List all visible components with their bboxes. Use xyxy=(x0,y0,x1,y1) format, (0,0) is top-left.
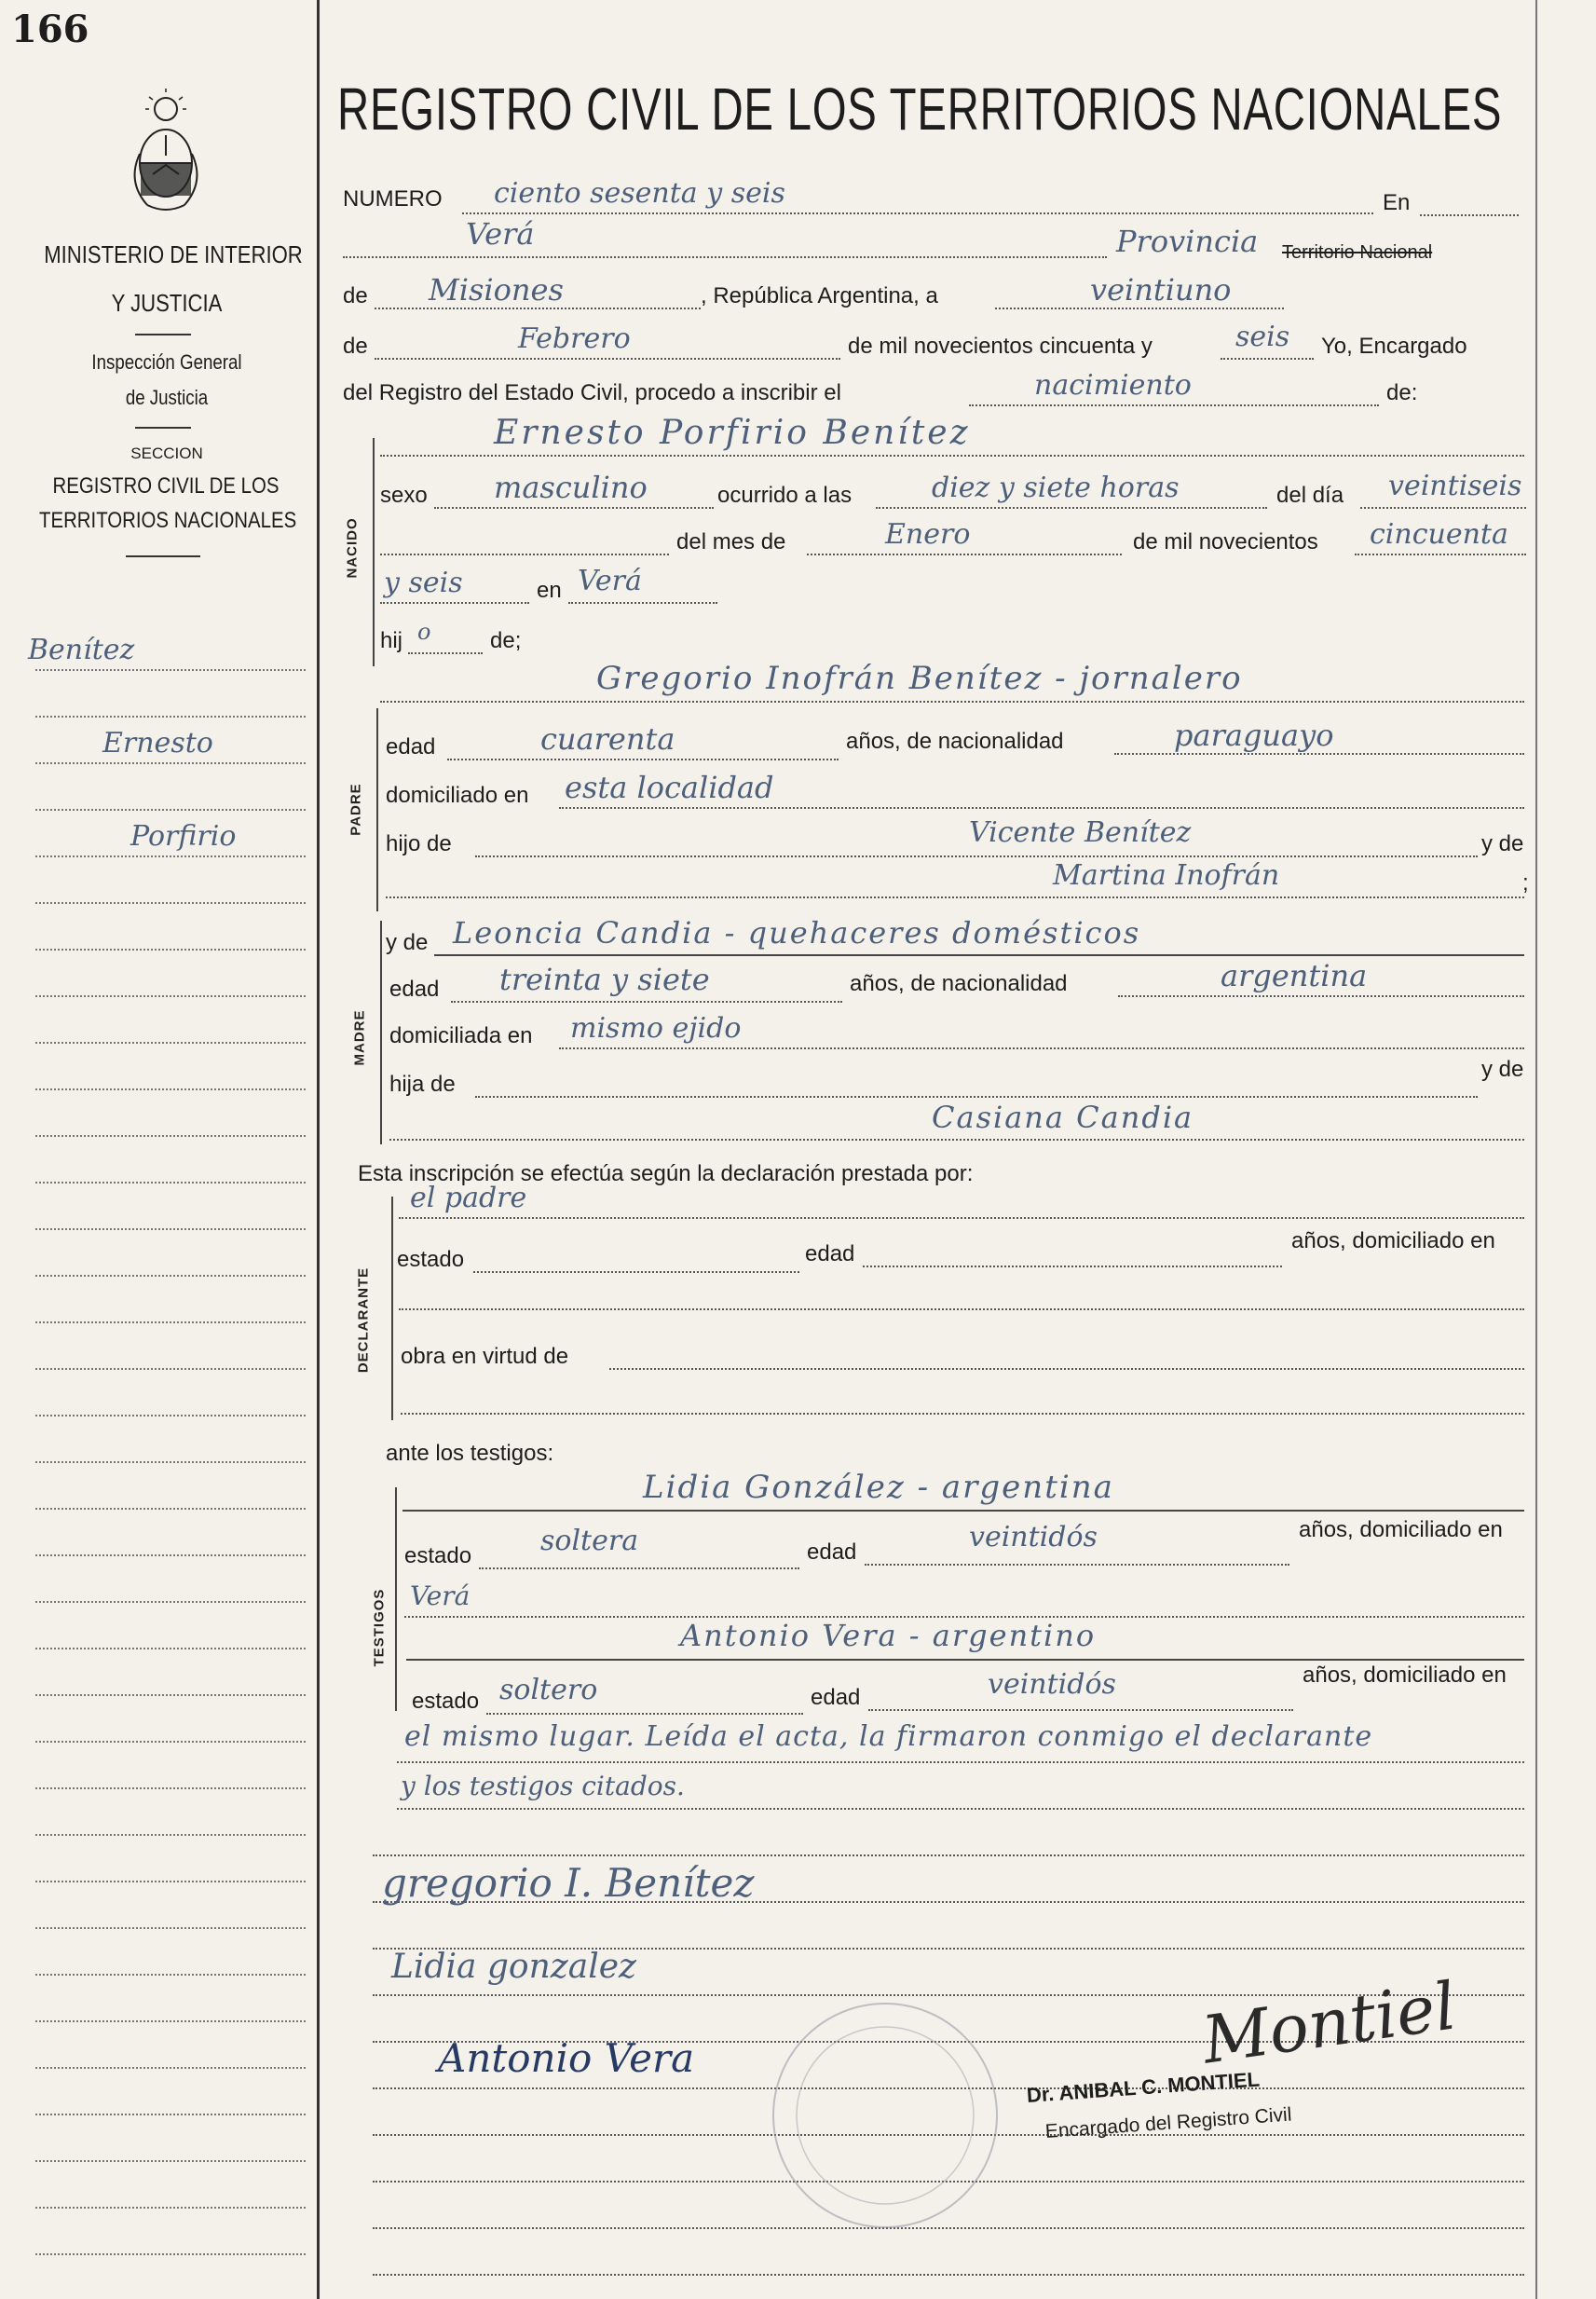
page-number: 166 xyxy=(11,7,89,51)
label-de-1: de xyxy=(343,283,368,308)
label-yo-encargado: Yo, Encargado xyxy=(1321,334,1467,359)
value-madre-nombre: Leoncia Candia - quehaceres domésticos xyxy=(453,915,1141,951)
label-madre-nac: años, de nacionalidad xyxy=(850,971,1068,996)
value-dia-nac: veintiseis xyxy=(1388,470,1522,502)
value-anio-nac-a: cincuenta xyxy=(1370,518,1508,551)
label-registro: del Registro del Estado Civil, procedo a inscribir el xyxy=(343,380,841,405)
label-madre-edad: edad xyxy=(389,977,440,1002)
label-testigo1-edad: edad xyxy=(807,1540,857,1565)
official-name: Dr. ANIBAL C. MONTIEL xyxy=(1026,2067,1261,2107)
ministry-line1: MINISTERIO DE INTERIOR xyxy=(44,240,303,268)
label-de-mil: de mil novecientos cincuenta y xyxy=(848,334,1153,359)
label-hija-de: hija de xyxy=(389,1072,456,1097)
official-seal-stamp xyxy=(764,1994,1006,2237)
label-provincia: Provincia xyxy=(1116,224,1259,259)
value-padre-padre: Vicente Benítez xyxy=(969,816,1192,849)
label-y-de-madre: y de xyxy=(386,930,429,955)
inspection-line2: de Justicia xyxy=(125,386,209,409)
label-testigo1-estado: estado xyxy=(404,1543,472,1568)
label-sexo: sexo xyxy=(380,483,428,508)
value-madre-nac: argentina xyxy=(1221,958,1368,993)
section-line2: TERRITORIOS NACIONALES xyxy=(39,508,297,533)
label-declarante-anos: años, domiciliado en xyxy=(1291,1228,1495,1253)
value-cierre1: el mismo lugar. Leída el acta, la firmaron conmigo el declarante xyxy=(404,1720,1373,1753)
label-de-2: de xyxy=(343,334,368,359)
label-padre-edad: edad xyxy=(386,734,436,759)
label-de-colon: de: xyxy=(1386,380,1418,405)
value-lugar: Verá xyxy=(466,216,535,252)
section-label: SECCION xyxy=(130,445,203,462)
label-madre-dom: domiciliada en xyxy=(389,1023,533,1048)
label-hij: hij xyxy=(380,628,403,653)
value-hij: o xyxy=(417,619,431,645)
label-de-mil-nov: de mil novecientos xyxy=(1133,529,1318,554)
bracket-madre xyxy=(380,921,382,1144)
value-padre-nac: paraguayo xyxy=(1174,718,1334,753)
value-anio: seis xyxy=(1235,321,1290,353)
label-en-nac: en xyxy=(537,578,562,603)
value-sexo: masculino xyxy=(494,470,648,505)
label-declarante-edad: edad xyxy=(805,1241,855,1266)
label-padre-nac: años, de nacionalidad xyxy=(846,729,1064,754)
label-inscripcion: Esta inscripción se efectúa según la declaración prestada por: xyxy=(358,1161,974,1186)
label-y-de-1: y de xyxy=(1481,831,1524,856)
value-testigo1: Lidia González - argentina xyxy=(643,1469,1114,1506)
value-declarante: el padre xyxy=(410,1182,527,1214)
label-semicolon: ; xyxy=(1522,870,1529,896)
signature-testigo1: Lidia gonzalez xyxy=(391,1948,637,1986)
value-provincia: Misiones xyxy=(429,272,564,308)
label-testigo2-edad: edad xyxy=(811,1685,861,1710)
label-testigo2-anos: años, domiciliado en xyxy=(1303,1663,1507,1688)
label-hijo-de: hijo de xyxy=(386,831,452,856)
bracket-padre xyxy=(376,708,378,911)
label-obra: obra en virtud de xyxy=(401,1344,569,1369)
page-title: REGISTRO CIVIL DE LOS TERRITORIOS NACIONALES xyxy=(337,75,1503,143)
label-ocurrido: ocurrido a las xyxy=(717,483,853,508)
ministry-line2: Y JUSTICIA xyxy=(111,289,223,317)
value-mes: Febrero xyxy=(518,322,631,355)
value-hora: diez y siete horas xyxy=(932,472,1180,504)
official-role: Encargado del Registro Civil xyxy=(1044,2103,1293,2142)
signature-padre: gregorio I. Benítez xyxy=(382,1860,755,1906)
sidebar-name2: Porfirio xyxy=(130,820,237,853)
label-testigo2-estado: estado xyxy=(412,1689,480,1714)
sidebar-surname: Benítez xyxy=(28,634,135,666)
section-padre: PADRE xyxy=(348,783,364,836)
label-en: En xyxy=(1383,190,1411,215)
value-nombre: Ernesto Porfirio Benítez xyxy=(494,414,971,452)
value-padre-madre: Martina Inofrán xyxy=(1053,859,1280,892)
value-padre-nombre: Gregorio Inofrán Benítez - jornalero xyxy=(596,660,1243,697)
label-ante-testigos: ante los testigos: xyxy=(386,1441,554,1466)
value-madre-madre: Casiana Candia xyxy=(932,1100,1194,1135)
value-numero: ciento sesenta y seis xyxy=(494,177,785,210)
value-mes-nac: Enero xyxy=(885,518,971,551)
label-y-de-2: y de xyxy=(1481,1057,1524,1082)
official-signature: Montiel xyxy=(1197,1967,1461,2079)
section-declarante: DECLARANTE xyxy=(355,1266,372,1374)
label-del-mes: del mes de xyxy=(676,529,786,554)
divider-short xyxy=(135,334,191,335)
bracket-declarante xyxy=(391,1197,393,1420)
section-line1: REGISTRO CIVIL DE LOS xyxy=(52,473,280,499)
label-numero: NUMERO xyxy=(343,186,443,212)
value-dia: veintiuno xyxy=(1090,272,1232,308)
value-cierre2: y los testigos citados. xyxy=(401,1771,685,1801)
label-territorio-struck: Territorio Nacional xyxy=(1282,242,1433,263)
value-testigo1-dom: Verá xyxy=(410,1581,471,1611)
value-testigo1-estado: soltera xyxy=(540,1525,639,1557)
sidebar-name1: Ernesto xyxy=(102,727,213,759)
label-de-semi: de; xyxy=(490,628,522,653)
page-divider xyxy=(317,0,320,2299)
bracket-nacido xyxy=(373,438,375,666)
label-padre-dom: domiciliado en xyxy=(386,783,529,808)
value-testigo2: Antonio Vera - argentino xyxy=(680,1618,1097,1653)
value-testigo1-edad: veintidós xyxy=(969,1521,1098,1553)
value-acto: nacimiento xyxy=(1034,369,1192,402)
label-republica: , República Argentina, a xyxy=(701,283,938,308)
label-testigo1-anos: años, domiciliado en xyxy=(1299,1517,1503,1542)
label-del-dia: del día xyxy=(1276,483,1344,508)
bracket-testigos xyxy=(395,1487,397,1711)
value-lugar-nac: Verá xyxy=(578,565,642,597)
section-testigos: TESTIGOS xyxy=(371,1588,388,1667)
value-madre-edad: treinta y siete xyxy=(499,962,710,997)
divider-short-3 xyxy=(126,555,200,557)
value-padre-edad: cuarenta xyxy=(540,721,675,757)
inspection-line1: Inspección General xyxy=(91,350,242,374)
section-nacido: NACIDO xyxy=(344,517,361,579)
label-declarante-estado: estado xyxy=(397,1247,465,1272)
right-edge xyxy=(1535,0,1537,2299)
value-anio-nac-b: y seis xyxy=(384,567,463,599)
value-padre-dom: esta localidad xyxy=(565,770,774,805)
value-testigo2-estado: soltero xyxy=(499,1674,598,1706)
divider-short-2 xyxy=(135,427,191,429)
section-madre: MADRE xyxy=(351,1009,368,1066)
signature-testigo2: Antonio Vera xyxy=(438,2035,695,2081)
value-madre-dom: mismo ejido xyxy=(570,1012,742,1045)
coat-of-arms-argentina-icon xyxy=(119,89,212,219)
value-testigo2-edad: veintidós xyxy=(988,1668,1116,1701)
